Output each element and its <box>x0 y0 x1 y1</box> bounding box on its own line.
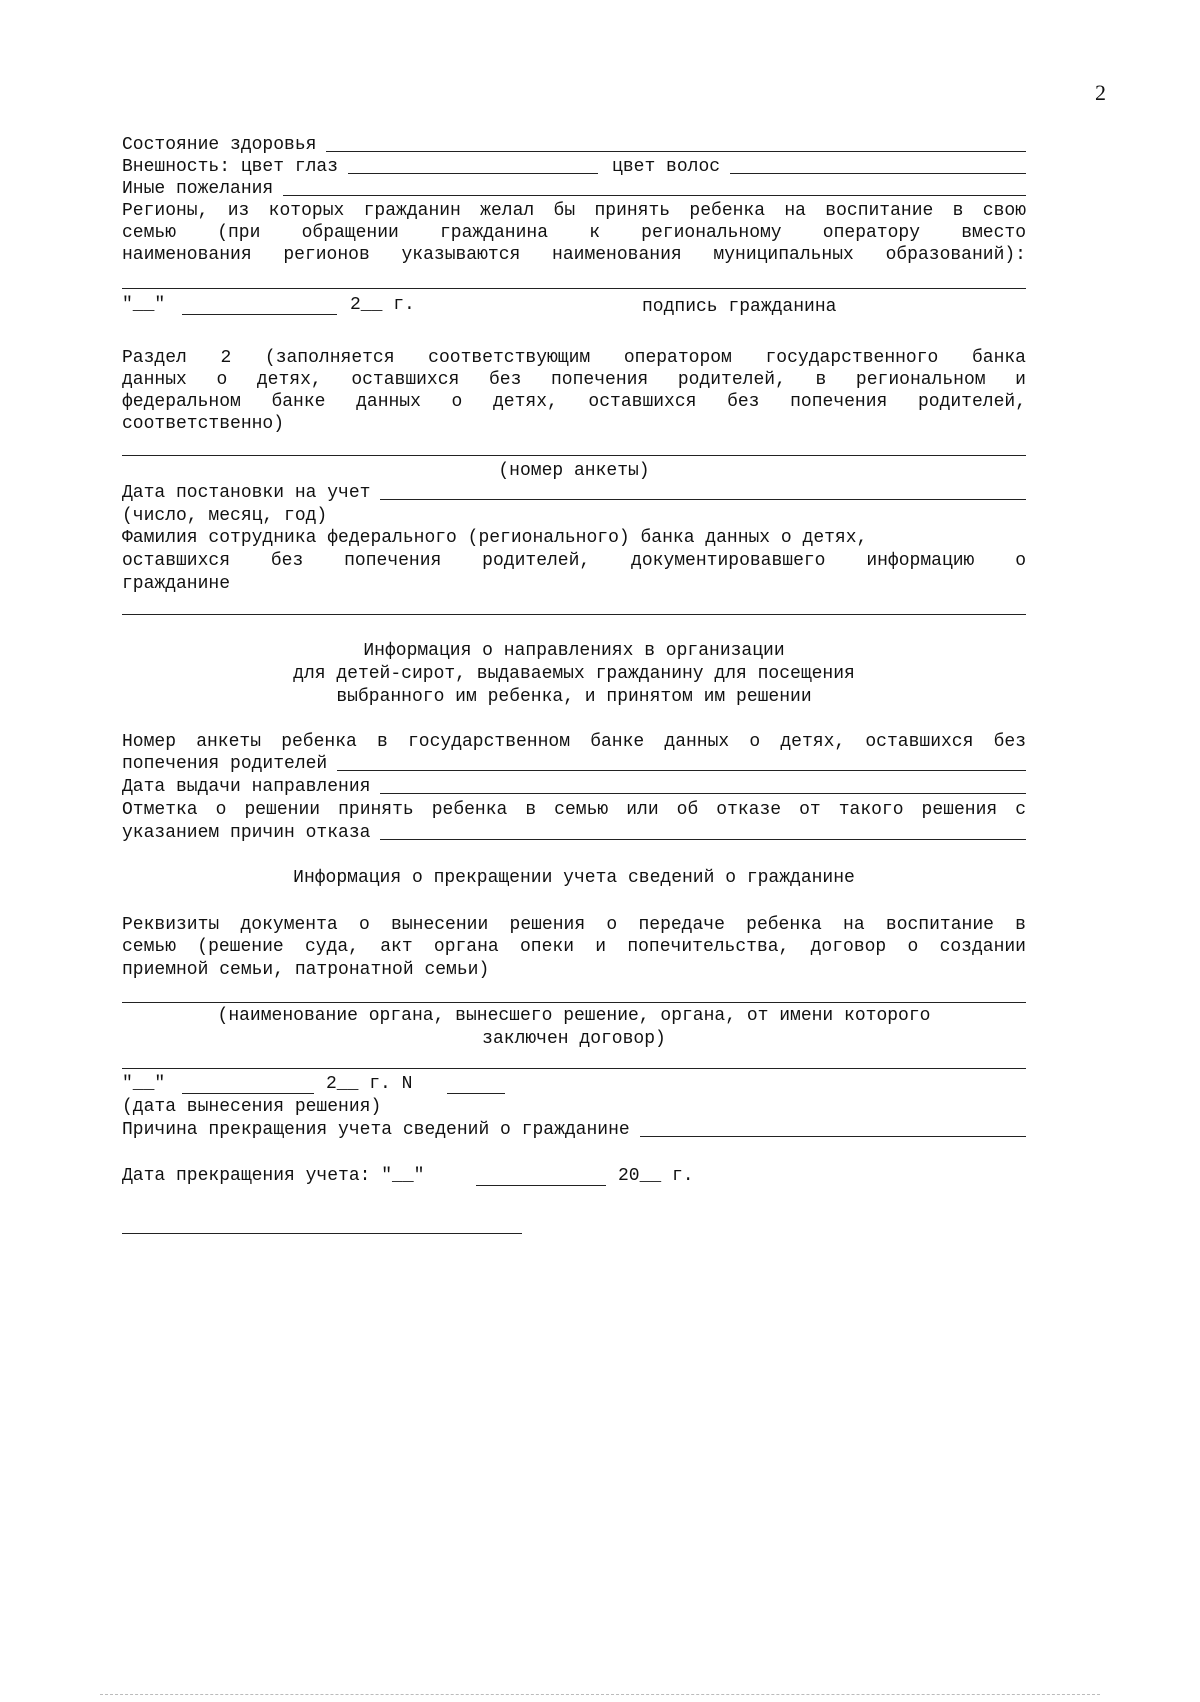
signature-line[interactable] <box>122 1233 522 1234</box>
termination-details-line: приемной семьи, патронатной семьи) <box>122 960 490 980</box>
form-number-input-line[interactable] <box>122 455 1026 456</box>
regions-text-line: Регионы, из которых гражданин желал бы принять ребенка на воспитание в свою <box>122 201 1026 221</box>
decision-input-line[interactable] <box>380 838 1026 840</box>
decision-date-year-number: 2__ г. N <box>326 1074 413 1094</box>
eye-color-label: Внешность: цвет глаз <box>122 157 339 177</box>
scan-edge-artifact <box>100 1694 1100 1695</box>
regions-text-line: семью (при обращении гражданина к региональному оператору вместо <box>122 223 1026 243</box>
eye-color-input-line[interactable] <box>348 172 598 174</box>
authority-caption: заключен договор) <box>482 1029 666 1049</box>
termination-reason-input-line[interactable] <box>640 1135 1026 1137</box>
health-input-line[interactable] <box>326 150 1026 152</box>
end-date-month-line[interactable] <box>476 1167 606 1186</box>
authority-input-line[interactable] <box>122 1002 1026 1003</box>
child-form-text-line: Номер анкеты ребенка в государственном банке данных о детях, оставшихся без <box>122 732 1026 752</box>
document-details-input-line[interactable] <box>122 1068 1026 1069</box>
referrals-heading: для детей-сирот, выдаваемых гражданину для посещения <box>293 664 855 684</box>
citizen-date-quote: "__" <box>122 295 166 315</box>
regions-input-line[interactable] <box>122 288 1026 289</box>
registration-date-field <box>122 482 1026 504</box>
regions-text-line: наименования регионов указываются наименования муниципальных образований): <box>122 245 1026 265</box>
form-number-caption: (номер анкеты) <box>498 461 650 481</box>
other-wishes-label: Иные пожелания <box>122 179 274 199</box>
hair-color-label: цвет волос <box>612 157 721 177</box>
health-label: Состояние здоровья <box>122 135 317 155</box>
termination-reason-label: Причина прекращения учета сведений о гражданине <box>122 1120 630 1140</box>
citizen-signature-label: подпись гражданина <box>642 297 837 317</box>
decision-label: указанием причин отказа <box>122 823 371 843</box>
section2-text-line: Раздел 2 (заполняется соответствующим оператором государственного банка <box>122 348 1026 368</box>
section2-text-line: федеральном банке данных о детях, оставшихся без попечения родителей, <box>122 392 1026 412</box>
registration-date-input-line[interactable] <box>380 498 1026 500</box>
authority-caption: (наименование органа, вынесшего решение, органа, от имени которого <box>217 1006 931 1026</box>
termination-details-line: семью (решение суда, акт органа опеки и попечительства, договор о создании <box>122 937 1026 957</box>
hair-color-input-line[interactable] <box>730 172 1026 174</box>
termination-heading: Информация о прекращении учета сведений о гражданине <box>293 868 855 888</box>
child-form-label: попечения родителей <box>122 754 328 774</box>
date-format-hint: (число, месяц, год) <box>122 506 328 526</box>
section2-text-line: данных о детях, оставшихся без попечения родителей, в региональном и <box>122 370 1026 390</box>
citizen-date-year: 2__ г. <box>350 295 415 315</box>
page-number: 2 <box>1095 80 1106 105</box>
decision-number-line[interactable] <box>447 1075 505 1094</box>
employee-input-line[interactable] <box>122 614 1026 615</box>
referrals-heading: Информация о направлениях в организации <box>363 641 785 661</box>
health-field <box>122 134 1026 156</box>
other-wishes-field <box>122 178 1026 200</box>
employee-text-line: оставшихся без попечения родителей, документировавшего информацию о <box>122 551 1026 571</box>
other-wishes-input-line[interactable] <box>283 194 1026 196</box>
end-date-year: 20__ г. <box>618 1166 694 1186</box>
decision-field <box>122 822 1026 844</box>
appearance-field <box>122 156 1026 178</box>
decision-date-month-line[interactable] <box>182 1075 314 1094</box>
issue-date-input-line[interactable] <box>380 792 1026 794</box>
section2-text-line: соответственно) <box>122 414 285 434</box>
termination-reason-field <box>122 1119 1026 1141</box>
employee-text-line: Фамилия сотрудника федерального (регионального) банка данных о детях, <box>122 528 868 548</box>
decision-text-line: Отметка о решении принять ребенка в семью или об отказе от такого решения с <box>122 800 1026 820</box>
citizen-date-month-line[interactable] <box>182 296 337 315</box>
issue-date-field <box>122 776 1026 798</box>
decision-date-caption: (дата вынесения решения) <box>122 1097 382 1117</box>
issue-date-label: Дата выдачи направления <box>122 777 371 797</box>
registration-date-label: Дата постановки на учет <box>122 483 371 503</box>
child-form-field <box>122 753 1026 775</box>
decision-date-quote: "__" <box>122 1074 166 1094</box>
employee-text-line: гражданине <box>122 574 231 594</box>
child-form-input-line[interactable] <box>337 769 1026 771</box>
termination-details-line: Реквизиты документа о вынесении решения о передаче ребенка на воспитание в <box>122 915 1026 935</box>
referrals-heading: выбранного им ребенка, и принятом им решении <box>336 687 812 707</box>
end-date-label: Дата прекращения учета: "__" <box>122 1166 425 1186</box>
